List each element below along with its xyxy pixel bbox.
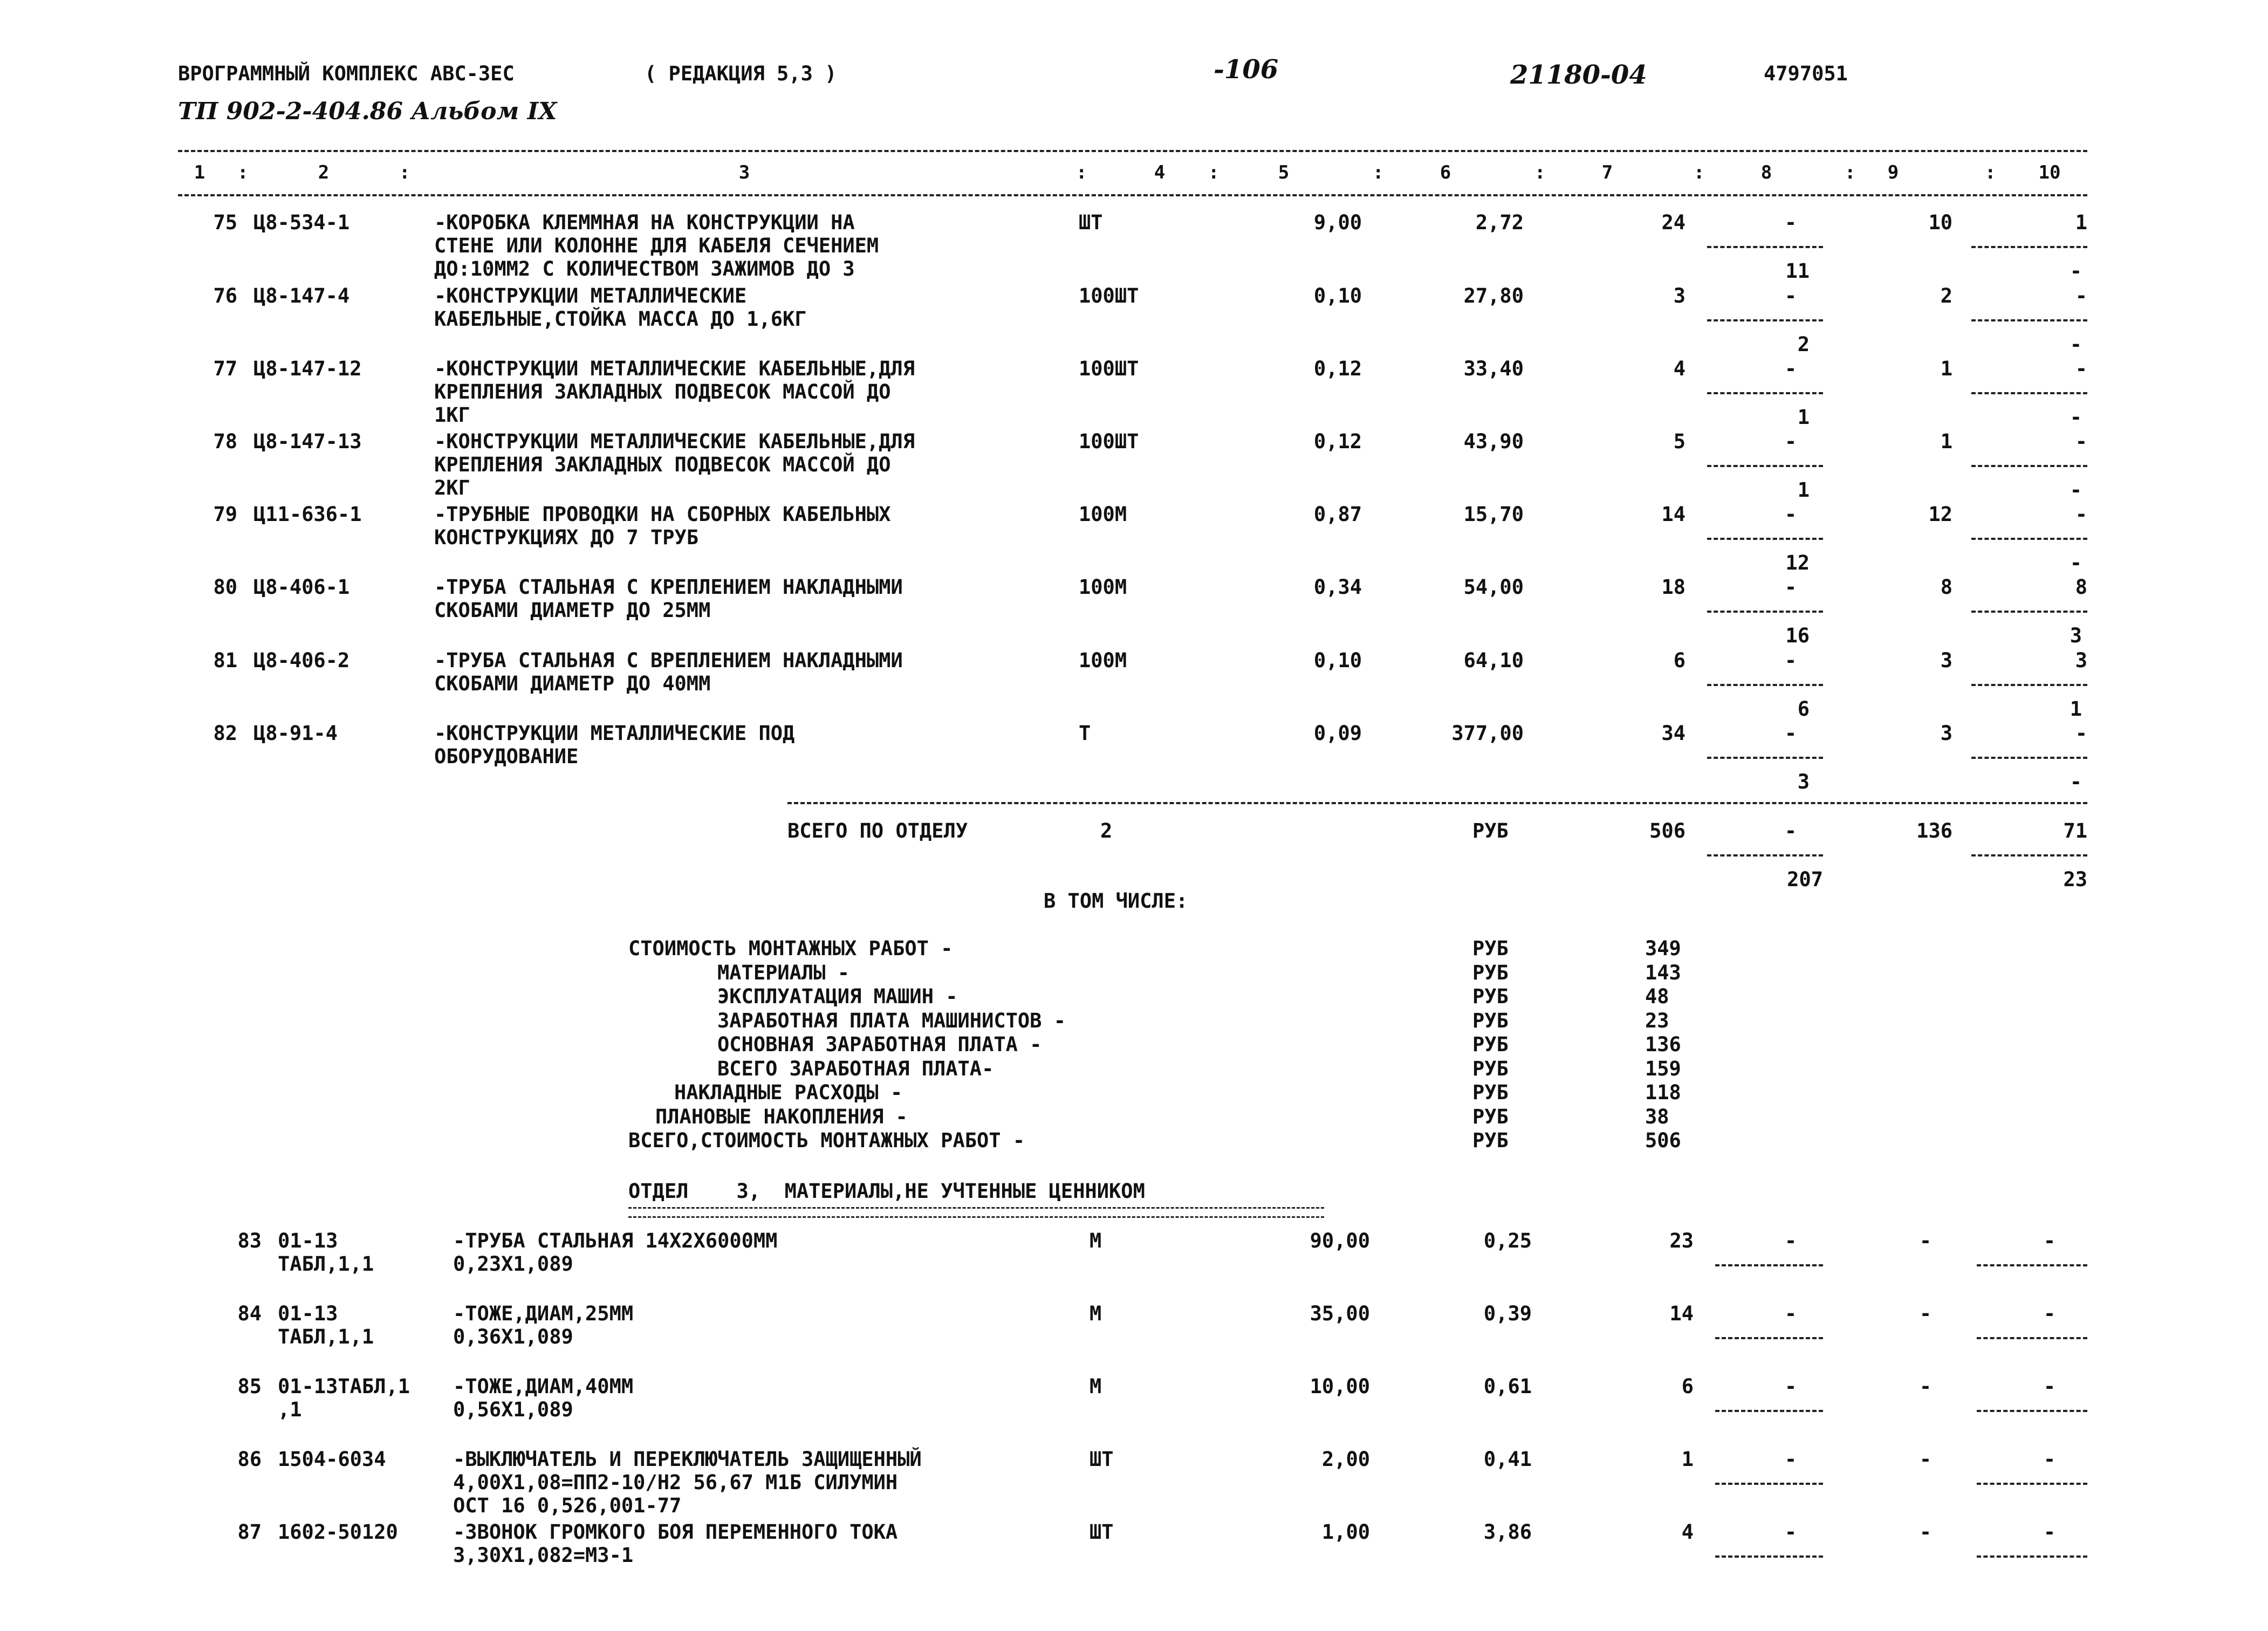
material-total: 6 (1681, 1375, 1694, 1398)
row-unit: 100М (1079, 503, 1127, 526)
header-rule-bottom (178, 194, 2087, 196)
material-col8: - (1784, 1520, 1797, 1544)
material-col10: - (2043, 1229, 2056, 1252)
row-description: -КОНСТРУКЦИИ МЕТАЛЛИЧЕСКИЕ КАБЕЛЬНЫЕ,ДЛЯ (434, 357, 915, 380)
row-col8-top: - (1784, 211, 1797, 234)
material-code: 1504-6034 (278, 1448, 386, 1471)
material-description: 0,36Х1,089 (453, 1325, 573, 1348)
col10-fraction-line (1971, 465, 2087, 467)
total-col9: 136 (1916, 819, 1952, 842)
col8-fraction-line (1707, 246, 1823, 248)
row-col10-bottom: - (2070, 478, 2082, 502)
col10-fraction-line (1971, 684, 2087, 686)
column-number: 1 (194, 162, 205, 183)
column-separator: : (1208, 162, 1219, 183)
row-description: -КОНСТРУКЦИИ МЕТАЛЛИЧЕСКИЕ КАБЕЛЬНЫЕ,ДЛЯ (434, 430, 915, 453)
row-price: 27,80 (1463, 284, 1524, 307)
row-description: -КОНСТРУКЦИИ МЕТАЛЛИЧЕСКИЕ ПОД (434, 722, 795, 745)
row-col10-top: - (2075, 430, 2087, 453)
material-col9: - (1919, 1302, 1932, 1325)
column-number: 6 (1440, 162, 1451, 183)
material-unit: М (1090, 1302, 1102, 1325)
breakdown-unit: РУБ (1472, 1129, 1509, 1152)
material-col8-line (1715, 1410, 1823, 1412)
row-unit: 100М (1079, 649, 1127, 672)
breakdown-unit: РУБ (1472, 961, 1509, 984)
material-code: ТАБЛ,1,1 (278, 1252, 374, 1276)
including-label: В ТОМ ЧИСЛЕ: (1044, 889, 1188, 913)
breakdown-unit: РУБ (1472, 1033, 1509, 1056)
row-quantity: 0,09 (1313, 722, 1362, 745)
row-quantity: 0,34 (1313, 575, 1362, 599)
breakdown-label: МАТЕРИАЛЫ - (717, 961, 850, 984)
material-col8-line (1715, 1337, 1823, 1339)
row-col8-bottom: 2 (1797, 333, 1810, 356)
material-total: 14 (1669, 1302, 1694, 1325)
material-price: 0,41 (1483, 1448, 1532, 1471)
row-description: ОБОРУДОВАНИЕ (434, 745, 579, 768)
col10-fraction-line (1971, 757, 2087, 759)
header-rule-top (178, 150, 2087, 152)
row-description: -ТРУБА СТАЛЬНАЯ С КРЕПЛЕНИЕМ НАКЛАДНЫМИ (434, 575, 903, 599)
material-price: 0,61 (1483, 1375, 1532, 1398)
row-description: 1КГ (434, 403, 470, 427)
row-unit: 100ШТ (1079, 284, 1139, 307)
material-col8: - (1784, 1448, 1797, 1471)
breakdown-label: ВСЕГО,СТОИМОСТЬ МОНТАЖНЫХ РАБОТ - (628, 1129, 1025, 1152)
row-quantity: 0,87 (1313, 503, 1362, 526)
material-number: 86 (237, 1448, 262, 1471)
material-unit: М (1090, 1229, 1102, 1252)
col8-fraction-line (1707, 684, 1823, 686)
col10-fraction-line (1971, 538, 2087, 540)
material-quantity: 10,00 (1310, 1375, 1370, 1398)
row-code: Ц8-147-4 (253, 284, 350, 307)
material-price: 0,25 (1483, 1229, 1532, 1252)
row-number: 78 (213, 430, 237, 453)
column-separator: : (1694, 162, 1705, 183)
column-separator: : (1373, 162, 1384, 183)
row-number: 79 (213, 503, 237, 526)
material-description: ОСТ 16 0,526,001-77 (453, 1494, 682, 1517)
row-col10-top: - (2075, 503, 2087, 526)
total-col8-line (1707, 854, 1823, 856)
material-description: 0,23Х1,089 (453, 1252, 573, 1276)
total-col10-top: 71 (2063, 819, 2087, 842)
material-col10-line (1977, 1483, 2087, 1485)
breakdown-label: СТОИМОСТЬ МОНТАЖНЫХ РАБОТ - (628, 937, 953, 960)
row-unit: 100ШТ (1079, 430, 1139, 453)
row-col8-top: - (1784, 503, 1797, 526)
row-number: 75 (213, 211, 237, 234)
total-col10-line (1971, 854, 2087, 856)
material-col8: - (1784, 1302, 1797, 1325)
col8-fraction-line (1707, 392, 1823, 394)
column-separator: : (1534, 162, 1546, 183)
material-col10-line (1977, 1555, 2087, 1558)
material-quantity: 1,00 (1321, 1520, 1370, 1544)
material-col8: - (1784, 1375, 1797, 1398)
program-title: ВРОГРАММНЫЙ КОМПЛЕКС АВС-3ЕС (178, 62, 515, 85)
column-number: 5 (1278, 162, 1290, 183)
col10-fraction-line (1971, 246, 2087, 248)
column-number: 2 (318, 162, 330, 183)
material-unit: ШТ (1090, 1520, 1114, 1544)
row-quantity: 0,10 (1313, 284, 1362, 307)
column-number: 7 (1601, 162, 1613, 183)
row-price: 54,00 (1463, 575, 1524, 599)
col10-fraction-line (1971, 611, 2087, 613)
row-number: 82 (213, 722, 237, 745)
row-total: 3 (1673, 284, 1685, 307)
row-total: 14 (1661, 503, 1685, 526)
breakdown-value: 506 (1645, 1129, 1681, 1152)
breakdown-value: 143 (1645, 961, 1681, 984)
row-description: СТЕНЕ ИЛИ КОЛОННЕ ДЛЯ КАБЕЛЯ СЕЧЕНИЕМ (434, 234, 879, 257)
material-price: 0,39 (1483, 1302, 1532, 1325)
col8-fraction-line (1707, 465, 1823, 467)
row-description: КРЕПЛЕНИЯ ЗАКЛАДНЫХ ПОДВЕСОК МАССОЙ ДО (434, 380, 891, 403)
total-value: 506 (1649, 819, 1685, 842)
row-number: 76 (213, 284, 237, 307)
material-description: -ТРУБА СТАЛЬНАЯ 14Х2Х6000ММ (453, 1229, 778, 1252)
material-code: 01-13 (278, 1229, 338, 1252)
breakdown-label: НАКЛАДНЫЕ РАСХОДЫ - (674, 1081, 903, 1104)
row-col10-bottom: - (2070, 259, 2082, 283)
row-col8-top: - (1784, 430, 1797, 453)
material-unit: ШТ (1090, 1448, 1114, 1471)
row-col8-bottom: 16 (1785, 624, 1810, 647)
row-col8-top: - (1784, 649, 1797, 672)
row-col8-bottom: 12 (1785, 551, 1810, 574)
material-description: -ТОЖЕ,ДИАМ,40ММ (453, 1375, 634, 1398)
row-description: КАБЕЛЬНЫЕ,СТОЙКА МАССА ДО 1,6КГ (434, 307, 807, 331)
row-quantity: 0,12 (1313, 430, 1362, 453)
row-price: 64,10 (1463, 649, 1524, 672)
total-unit: РУБ (1472, 819, 1509, 842)
breakdown-value: 159 (1645, 1057, 1681, 1080)
row-col8-bottom: 6 (1797, 697, 1810, 721)
column-separator: : (237, 162, 249, 183)
row-quantity: 0,12 (1313, 357, 1362, 380)
col8-fraction-line (1707, 319, 1823, 321)
column-separator: : (1985, 162, 1996, 183)
material-description: -ВЫКЛЮЧАТЕЛЬ И ПЕРЕКЛЮЧАТЕЛЬ ЗАЩИЩЕННЫЙ (453, 1448, 922, 1471)
material-code: ТАБЛ,1,1 (278, 1325, 374, 1348)
row-col10-top: 3 (2075, 649, 2087, 672)
row-code: Ц8-406-1 (253, 575, 350, 599)
row-total: 5 (1673, 430, 1685, 453)
document-code: 21180-04 (1510, 60, 1647, 90)
material-col10-line (1977, 1410, 2087, 1412)
column-separator: : (399, 162, 410, 183)
row-col10-top: - (2075, 357, 2087, 380)
row-code: Ц8-91-4 (253, 722, 338, 745)
material-price: 3,86 (1483, 1520, 1532, 1544)
department-3-title: ОТДЕЛ 3, МАТЕРИАЛЫ,НЕ УЧТЕННЫЕ ЦЕННИКОМ (628, 1180, 1145, 1203)
row-col8-top: - (1784, 284, 1797, 307)
row-price: 2,72 (1475, 211, 1524, 234)
material-col8: - (1784, 1229, 1797, 1252)
material-col10-line (1977, 1264, 2087, 1266)
row-col10-bottom: - (2070, 551, 2082, 574)
material-code: 01-13 (278, 1302, 338, 1325)
material-quantity: 2,00 (1321, 1448, 1370, 1471)
material-col10: - (2043, 1448, 2056, 1471)
row-description: -ТРУБНЫЕ ПРОВОДКИ НА СБОРНЫХ КАБЕЛЬНЫХ (434, 503, 891, 526)
column-number: 3 (738, 162, 750, 183)
material-description: -ЗВОНОК ГРОМКОГО БОЯ ПЕРЕМЕННОГО ТОКА (453, 1520, 898, 1544)
row-col10-bottom: - (2070, 333, 2082, 356)
row-col8-bottom: 1 (1797, 478, 1810, 502)
row-col10-top: 8 (2075, 575, 2087, 599)
column-number: 9 (1887, 162, 1899, 183)
row-col9: 3 (1940, 722, 1952, 745)
material-col10: - (2043, 1375, 2056, 1398)
column-number: 8 (1760, 162, 1772, 183)
total-col8-top: - (1784, 819, 1797, 842)
breakdown-label: ЭКСПЛУАТАЦИЯ МАШИН - (717, 985, 958, 1008)
row-description: -КОНСТРУКЦИИ МЕТАЛЛИЧЕСКИЕ (434, 284, 747, 307)
row-col10-top: 1 (2075, 211, 2087, 234)
total-col8-bottom: 207 (1787, 868, 1823, 891)
row-quantity: 0,10 (1313, 649, 1362, 672)
row-code: Ц8-147-13 (253, 430, 362, 453)
breakdown-unit: РУБ (1472, 1057, 1509, 1080)
total-label: ВСЕГО ПО ОТДЕЛУ (787, 819, 968, 842)
row-total: 24 (1661, 211, 1685, 234)
material-description: 4,00Х1,08=ПП2-10/Н2 56,67 М1Б СИЛУМИН (453, 1471, 898, 1494)
row-code: Ц8-147-12 (253, 357, 362, 380)
row-unit: 100М (1079, 575, 1127, 599)
row-col8-bottom: 3 (1797, 770, 1810, 793)
row-col9: 10 (1928, 211, 1952, 234)
row-col8-top: - (1784, 722, 1797, 745)
material-col9: - (1919, 1448, 1932, 1471)
column-separator: : (1845, 162, 1856, 183)
material-description: -ТОЖЕ,ДИАМ,25ММ (453, 1302, 634, 1325)
material-col8-line (1715, 1555, 1823, 1558)
breakdown-unit: РУБ (1472, 1105, 1509, 1128)
row-price: 43,90 (1463, 430, 1524, 453)
breakdown-unit: РУБ (1472, 937, 1509, 960)
material-total: 4 (1681, 1520, 1694, 1544)
row-number: 80 (213, 575, 237, 599)
total-rule (787, 802, 2087, 804)
material-number: 84 (237, 1302, 262, 1325)
document-number: 4797051 (1764, 62, 1848, 85)
row-price: 15,70 (1463, 503, 1524, 526)
row-description: 2КГ (434, 476, 470, 499)
row-col9: 8 (1940, 575, 1952, 599)
column-number: 10 (2038, 162, 2061, 183)
material-col10: - (2043, 1520, 2056, 1544)
row-col10-bottom: 3 (2070, 624, 2082, 647)
row-col9: 12 (1928, 503, 1952, 526)
column-separator: : (1076, 162, 1087, 183)
material-total: 1 (1681, 1448, 1694, 1471)
column-number: 4 (1154, 162, 1166, 183)
col8-fraction-line (1707, 611, 1823, 613)
row-total: 34 (1661, 722, 1685, 745)
row-unit: Т (1079, 722, 1091, 745)
row-col9: 1 (1940, 430, 1952, 453)
breakdown-label: ОСНОВНАЯ ЗАРАБОТНАЯ ПЛАТА - (717, 1033, 1042, 1056)
breakdown-label: ПЛАНОВЫЕ НАКОПЛЕНИЯ - (655, 1105, 908, 1128)
total-dept-number: 2 (1100, 819, 1113, 842)
material-number: 83 (237, 1229, 262, 1252)
material-quantity: 90,00 (1310, 1229, 1370, 1252)
row-number: 77 (213, 357, 237, 380)
breakdown-value: 118 (1645, 1081, 1681, 1104)
breakdown-value: 48 (1645, 985, 1669, 1008)
row-total: 18 (1661, 575, 1685, 599)
row-col8-top: - (1784, 575, 1797, 599)
breakdown-unit: РУБ (1472, 1081, 1509, 1104)
breakdown-value: 23 (1645, 1009, 1669, 1032)
row-price: 377,00 (1451, 722, 1524, 745)
total-col10-bottom: 23 (2063, 868, 2087, 891)
row-number: 81 (213, 649, 237, 672)
row-total: 6 (1673, 649, 1685, 672)
row-description: СКОБАМИ ДИАМЕТР ДО 25ММ (434, 599, 711, 622)
material-unit: М (1090, 1375, 1102, 1398)
row-unit: ШТ (1079, 211, 1103, 234)
page-number: -106 (1214, 54, 1279, 85)
material-col10-line (1977, 1337, 2087, 1339)
breakdown-label: ВСЕГО ЗАРАБОТНАЯ ПЛАТА- (717, 1057, 994, 1080)
row-col10-top: - (2075, 284, 2087, 307)
material-quantity: 35,00 (1310, 1302, 1370, 1325)
material-code: 01-13ТАБЛ,1 (278, 1375, 410, 1398)
material-col8-line (1715, 1483, 1823, 1485)
project-subtitle: ТП 902-2-404.86 Альбом IX (178, 98, 557, 125)
breakdown-value: 349 (1645, 937, 1681, 960)
material-col8-line (1715, 1264, 1823, 1266)
row-col8-top: - (1784, 357, 1797, 380)
row-description: КОНСТРУКЦИЯХ ДО 7 ТРУБ (434, 526, 699, 549)
row-col8-bottom: 11 (1785, 259, 1810, 283)
row-description: ДО:10ММ2 С КОЛИЧЕСТВОМ ЗАЖИМОВ ДО 3 (434, 257, 855, 280)
row-col10-bottom: - (2070, 770, 2082, 793)
row-unit: 100ШТ (1079, 357, 1139, 380)
row-col9: 2 (1940, 284, 1952, 307)
col8-fraction-line (1707, 757, 1823, 759)
breakdown-value: 136 (1645, 1033, 1681, 1056)
row-code: Ц11-636-1 (253, 503, 362, 526)
material-description: 3,30Х1,082=МЗ-1 (453, 1544, 634, 1567)
material-code: 1602-50120 (278, 1520, 398, 1544)
breakdown-unit: РУБ (1472, 1009, 1509, 1032)
material-number: 87 (237, 1520, 262, 1544)
row-code: Ц8-534-1 (253, 211, 350, 234)
row-col8-bottom: 1 (1797, 406, 1810, 429)
col10-fraction-line (1971, 319, 2087, 321)
row-description: СКОБАМИ ДИАМЕТР ДО 40ММ (434, 672, 711, 695)
row-col10-bottom: - (2070, 406, 2082, 429)
col10-fraction-line (1971, 392, 2087, 394)
material-number: 85 (237, 1375, 262, 1398)
material-description: 0,56Х1,089 (453, 1398, 573, 1421)
material-total: 23 (1669, 1229, 1694, 1252)
breakdown-unit: РУБ (1472, 985, 1509, 1008)
department-3-underline (628, 1207, 1324, 1218)
row-price: 33,40 (1463, 357, 1524, 380)
edition-label: ( РЕДАКЦИЯ 5,3 ) (645, 62, 837, 85)
row-col9: 1 (1940, 357, 1952, 380)
row-quantity: 9,00 (1313, 211, 1362, 234)
material-col9: - (1919, 1229, 1932, 1252)
row-code: Ц8-406-2 (253, 649, 350, 672)
row-col9: 3 (1940, 649, 1952, 672)
col8-fraction-line (1707, 538, 1823, 540)
material-col9: - (1919, 1520, 1932, 1544)
row-col10-top: - (2075, 722, 2087, 745)
material-col9: - (1919, 1375, 1932, 1398)
breakdown-label: ЗАРАБОТНАЯ ПЛАТА МАШИНИСТОВ - (717, 1009, 1066, 1032)
row-total: 4 (1673, 357, 1685, 380)
row-col10-bottom: 1 (2070, 697, 2082, 721)
material-col10: - (2043, 1302, 2056, 1325)
row-description: -КОРОБКА КЛЕММНАЯ НА КОНСТРУКЦИИ НА (434, 211, 855, 234)
row-description: КРЕПЛЕНИЯ ЗАКЛАДНЫХ ПОДВЕСОК МАССОЙ ДО (434, 453, 891, 476)
row-description: -ТРУБА СТАЛЬНАЯ С ВРЕПЛЕНИЕМ НАКЛАДНЫМИ (434, 649, 903, 672)
breakdown-value: 38 (1645, 1105, 1669, 1128)
material-code: ,1 (278, 1398, 302, 1421)
